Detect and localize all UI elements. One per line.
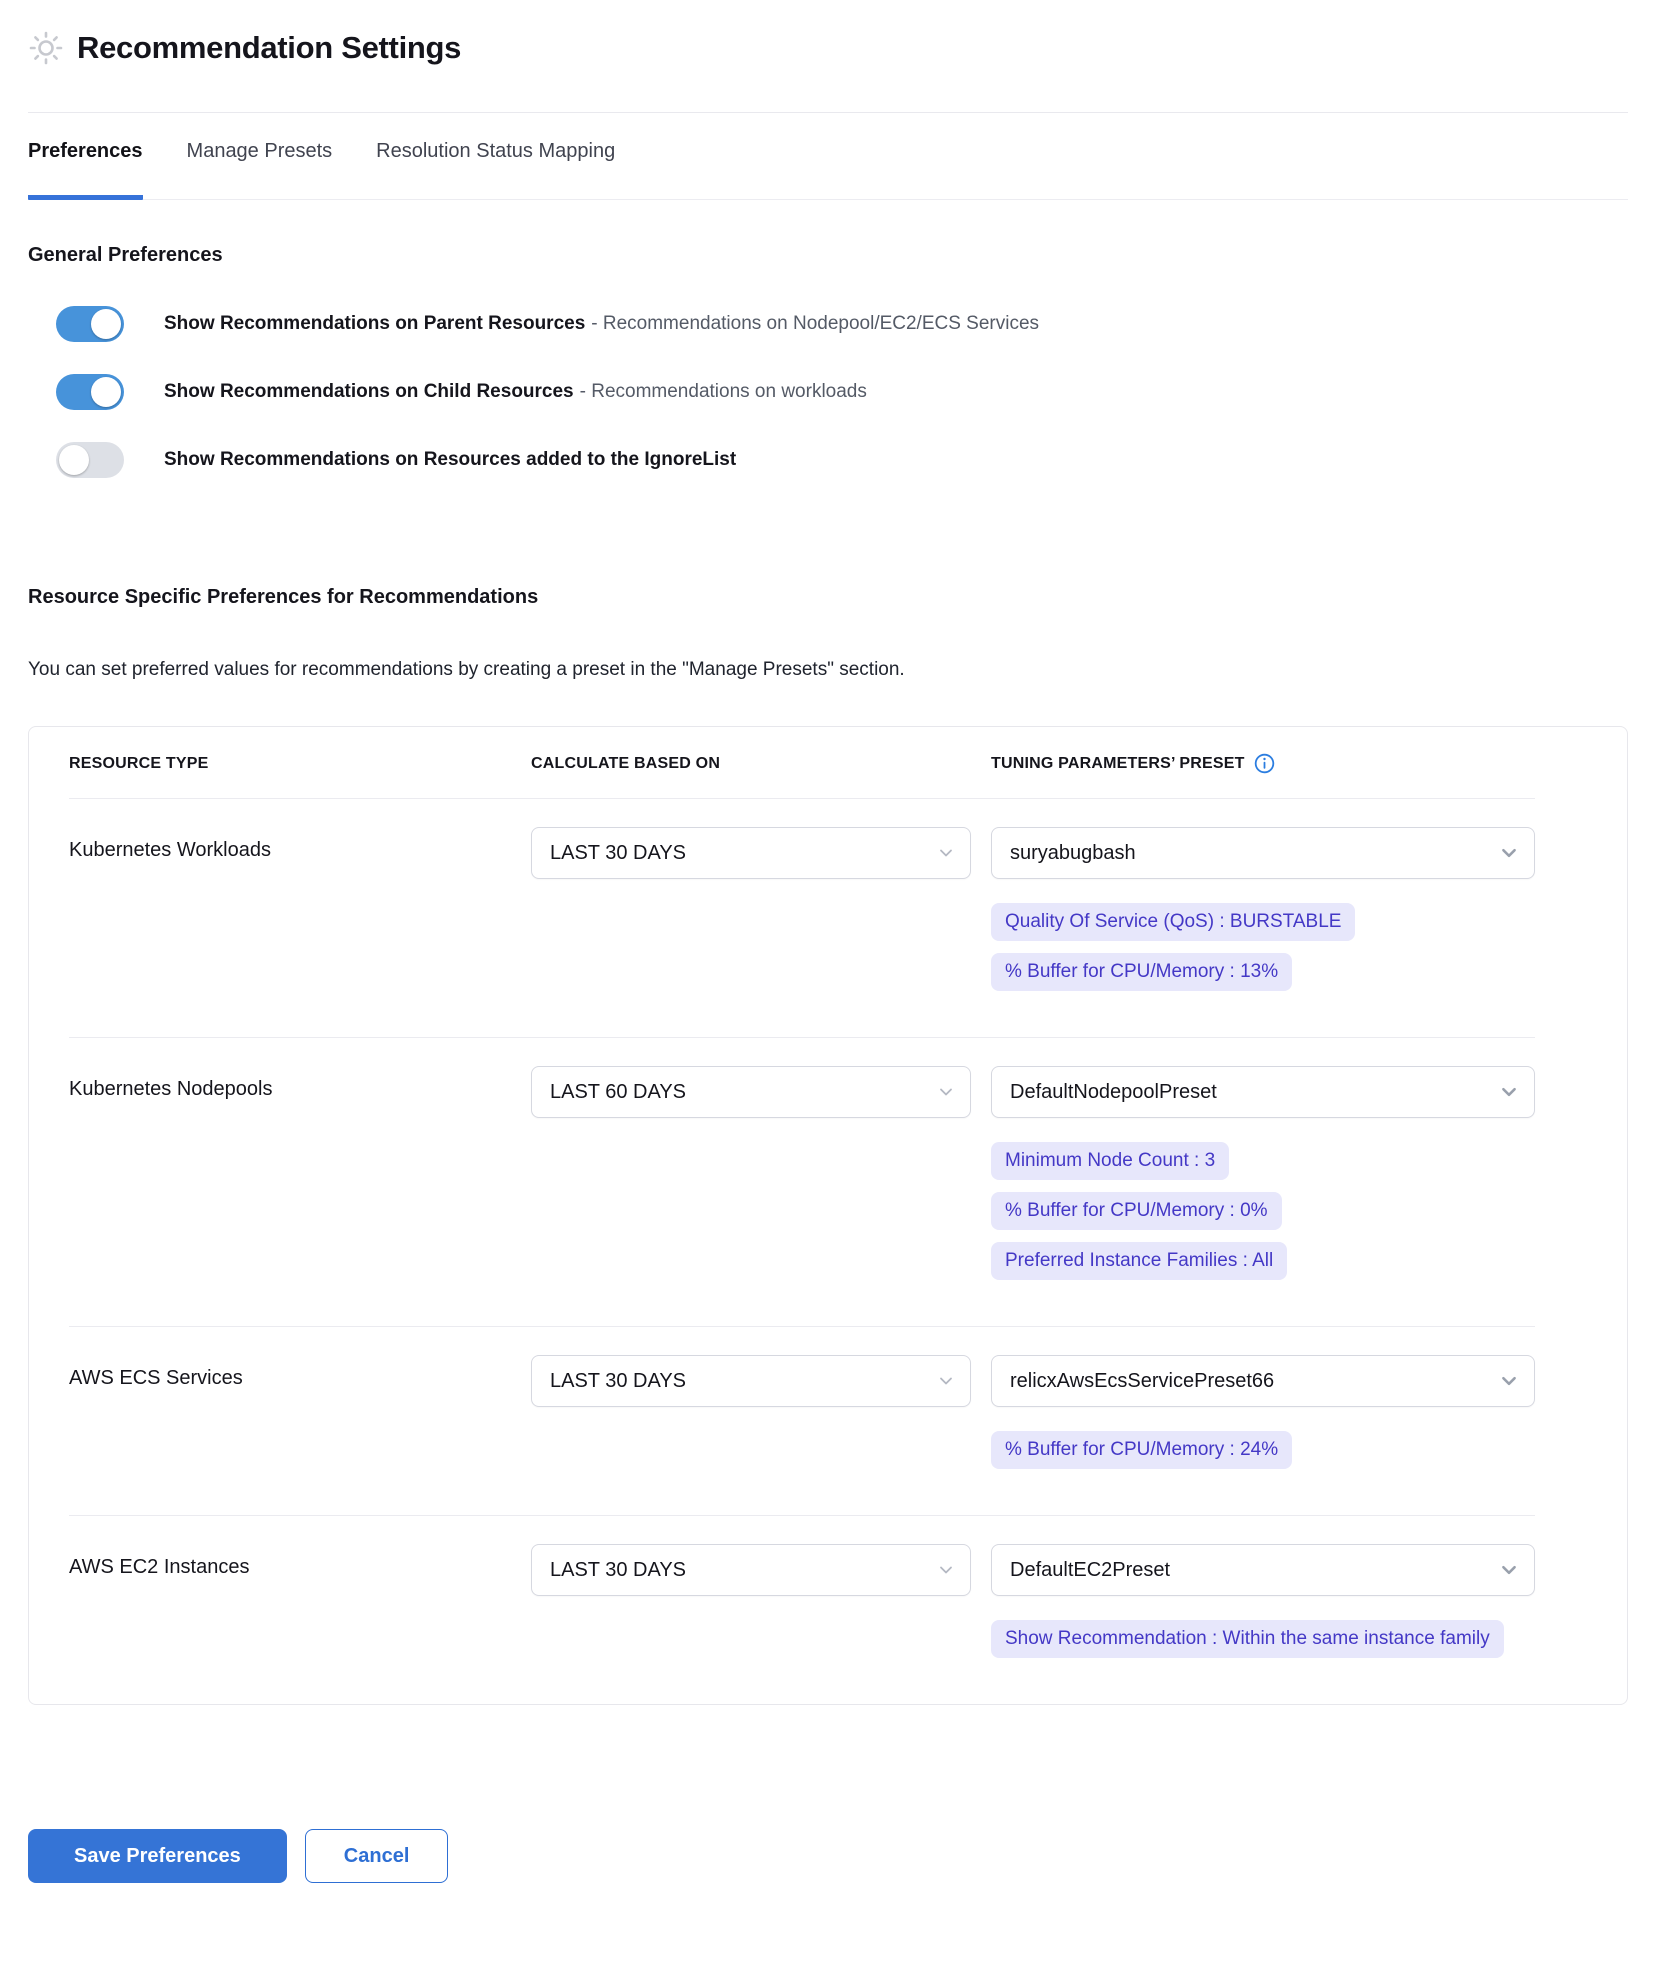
column-header-label: TUNING PARAMETERS’ PRESET	[991, 754, 1245, 772]
select-value: LAST 60 DAYS	[550, 1080, 686, 1103]
chevron-down-icon	[1500, 1561, 1518, 1579]
table-header-row	[69, 727, 1535, 798]
toggle-description: - Recommendations on Nodepool/EC2/ECS Services	[591, 313, 1040, 334]
chevron-down-icon	[1500, 1372, 1518, 1390]
toggle-row-ignorelist-resources	[56, 442, 1628, 478]
column-header-resource-type: RESOURCE TYPE	[69, 754, 209, 772]
table-row-kubernetes-workloads	[69, 798, 1535, 1037]
chevron-down-icon	[938, 845, 954, 861]
tuning-preset-select[interactable]	[991, 1066, 1535, 1118]
table-row-aws-ec2-instances	[69, 1515, 1535, 1704]
select-value: DefaultEC2Preset	[1010, 1558, 1171, 1581]
preset-badges	[991, 1142, 1535, 1280]
calculate-based-on-select[interactable]	[531, 827, 971, 879]
toggle-child-resources[interactable]	[56, 374, 124, 410]
resource-type-label: AWS ECS Services	[69, 1367, 243, 1389]
toggle-row-parent-resources	[56, 306, 1628, 342]
info-icon[interactable]	[1254, 753, 1275, 774]
chevron-down-icon	[938, 1084, 954, 1100]
general-preferences-toggles	[56, 306, 1628, 478]
resource-specific-heading: Resource Specific Preferences for Recommendations	[28, 586, 539, 608]
preset-badge: % Buffer for CPU/Memory : 13%	[991, 953, 1292, 991]
tab-preferences[interactable]: Preferences	[28, 137, 143, 200]
tab-manage-presets[interactable]: Manage Presets	[186, 140, 333, 162]
resource-type-label: AWS EC2 Instances	[69, 1556, 250, 1578]
column-header-tuning-preset	[991, 753, 1535, 774]
select-value: LAST 30 DAYS	[550, 1369, 686, 1392]
cancel-button[interactable]: Cancel	[305, 1829, 449, 1883]
toggle-description: - Recommendations on workloads	[579, 381, 867, 402]
preset-badges	[991, 1620, 1535, 1658]
select-value: suryabugbash	[1010, 841, 1136, 864]
chevron-down-icon	[1500, 1083, 1518, 1101]
toggle-text	[164, 447, 736, 473]
chevron-down-icon	[938, 1373, 954, 1389]
preset-badge: Quality Of Service (QoS) : BURSTABLE	[991, 903, 1355, 941]
general-preferences-section	[28, 242, 1628, 478]
toggle-knob	[59, 445, 89, 475]
toggle-knob	[91, 309, 121, 339]
save-preferences-button[interactable]: Save Preferences	[28, 1829, 287, 1883]
preset-badge: Preferred Instance Families : All	[991, 1242, 1287, 1280]
tuning-preset-select[interactable]	[991, 1544, 1535, 1596]
preset-badge: % Buffer for CPU/Memory : 0%	[991, 1192, 1282, 1230]
toggle-parent-resources[interactable]	[56, 306, 124, 342]
calculate-based-on-select[interactable]	[531, 1066, 971, 1118]
tuning-preset-select[interactable]	[991, 1355, 1535, 1407]
calculate-based-on-select[interactable]	[531, 1544, 971, 1596]
preset-badges	[991, 1431, 1535, 1469]
settings-gear-icon	[28, 30, 64, 66]
table-row-kubernetes-nodepools	[69, 1037, 1535, 1326]
toggle-knob	[91, 377, 121, 407]
settings-tabs	[28, 113, 1628, 200]
resource-specific-description: You can set preferred values for recommendations by creating a preset in the "Manage Presets" section.	[28, 659, 905, 680]
table-row-aws-ecs-services	[69, 1326, 1535, 1515]
toggle-label: Show Recommendations on Resources added to the IgnoreList	[164, 449, 737, 470]
chevron-down-icon	[938, 1562, 954, 1578]
preset-badges	[991, 903, 1535, 991]
calculate-based-on-select[interactable]	[531, 1355, 971, 1407]
select-value: LAST 30 DAYS	[550, 1558, 686, 1581]
tab-resolution-status-mapping[interactable]: Resolution Status Mapping	[376, 140, 616, 162]
tuning-preset-select[interactable]	[991, 827, 1535, 879]
general-preferences-heading: General Preferences	[28, 244, 223, 266]
toggle-ignorelist-resources[interactable]	[56, 442, 124, 478]
toggle-row-child-resources	[56, 374, 1628, 410]
resource-type-label: Kubernetes Nodepools	[69, 1078, 273, 1100]
preset-badge: Minimum Node Count : 3	[991, 1142, 1229, 1180]
toggle-label: Show Recommendations on Child Resources	[164, 381, 574, 402]
column-header-calculate-based-on: CALCULATE BASED ON	[531, 754, 721, 772]
page-header	[28, 0, 1628, 66]
toggle-text	[164, 379, 867, 405]
form-actions	[28, 1829, 1628, 1883]
page-title: Recommendation Settings	[77, 30, 462, 65]
preset-badge: Show Recommendation : Within the same instance family	[991, 1620, 1504, 1658]
select-value: LAST 30 DAYS	[550, 841, 686, 864]
preferences-table	[28, 726, 1628, 1705]
resource-type-label: Kubernetes Workloads	[69, 839, 271, 861]
select-value: DefaultNodepoolPreset	[1010, 1080, 1217, 1103]
toggle-text	[164, 311, 1039, 337]
preset-badge: % Buffer for CPU/Memory : 24%	[991, 1431, 1292, 1469]
select-value: relicxAwsEcsServicePreset66	[1010, 1369, 1275, 1392]
resource-specific-section	[28, 584, 1628, 1705]
toggle-label: Show Recommendations on Parent Resources	[164, 313, 586, 334]
chevron-down-icon	[1500, 844, 1518, 862]
